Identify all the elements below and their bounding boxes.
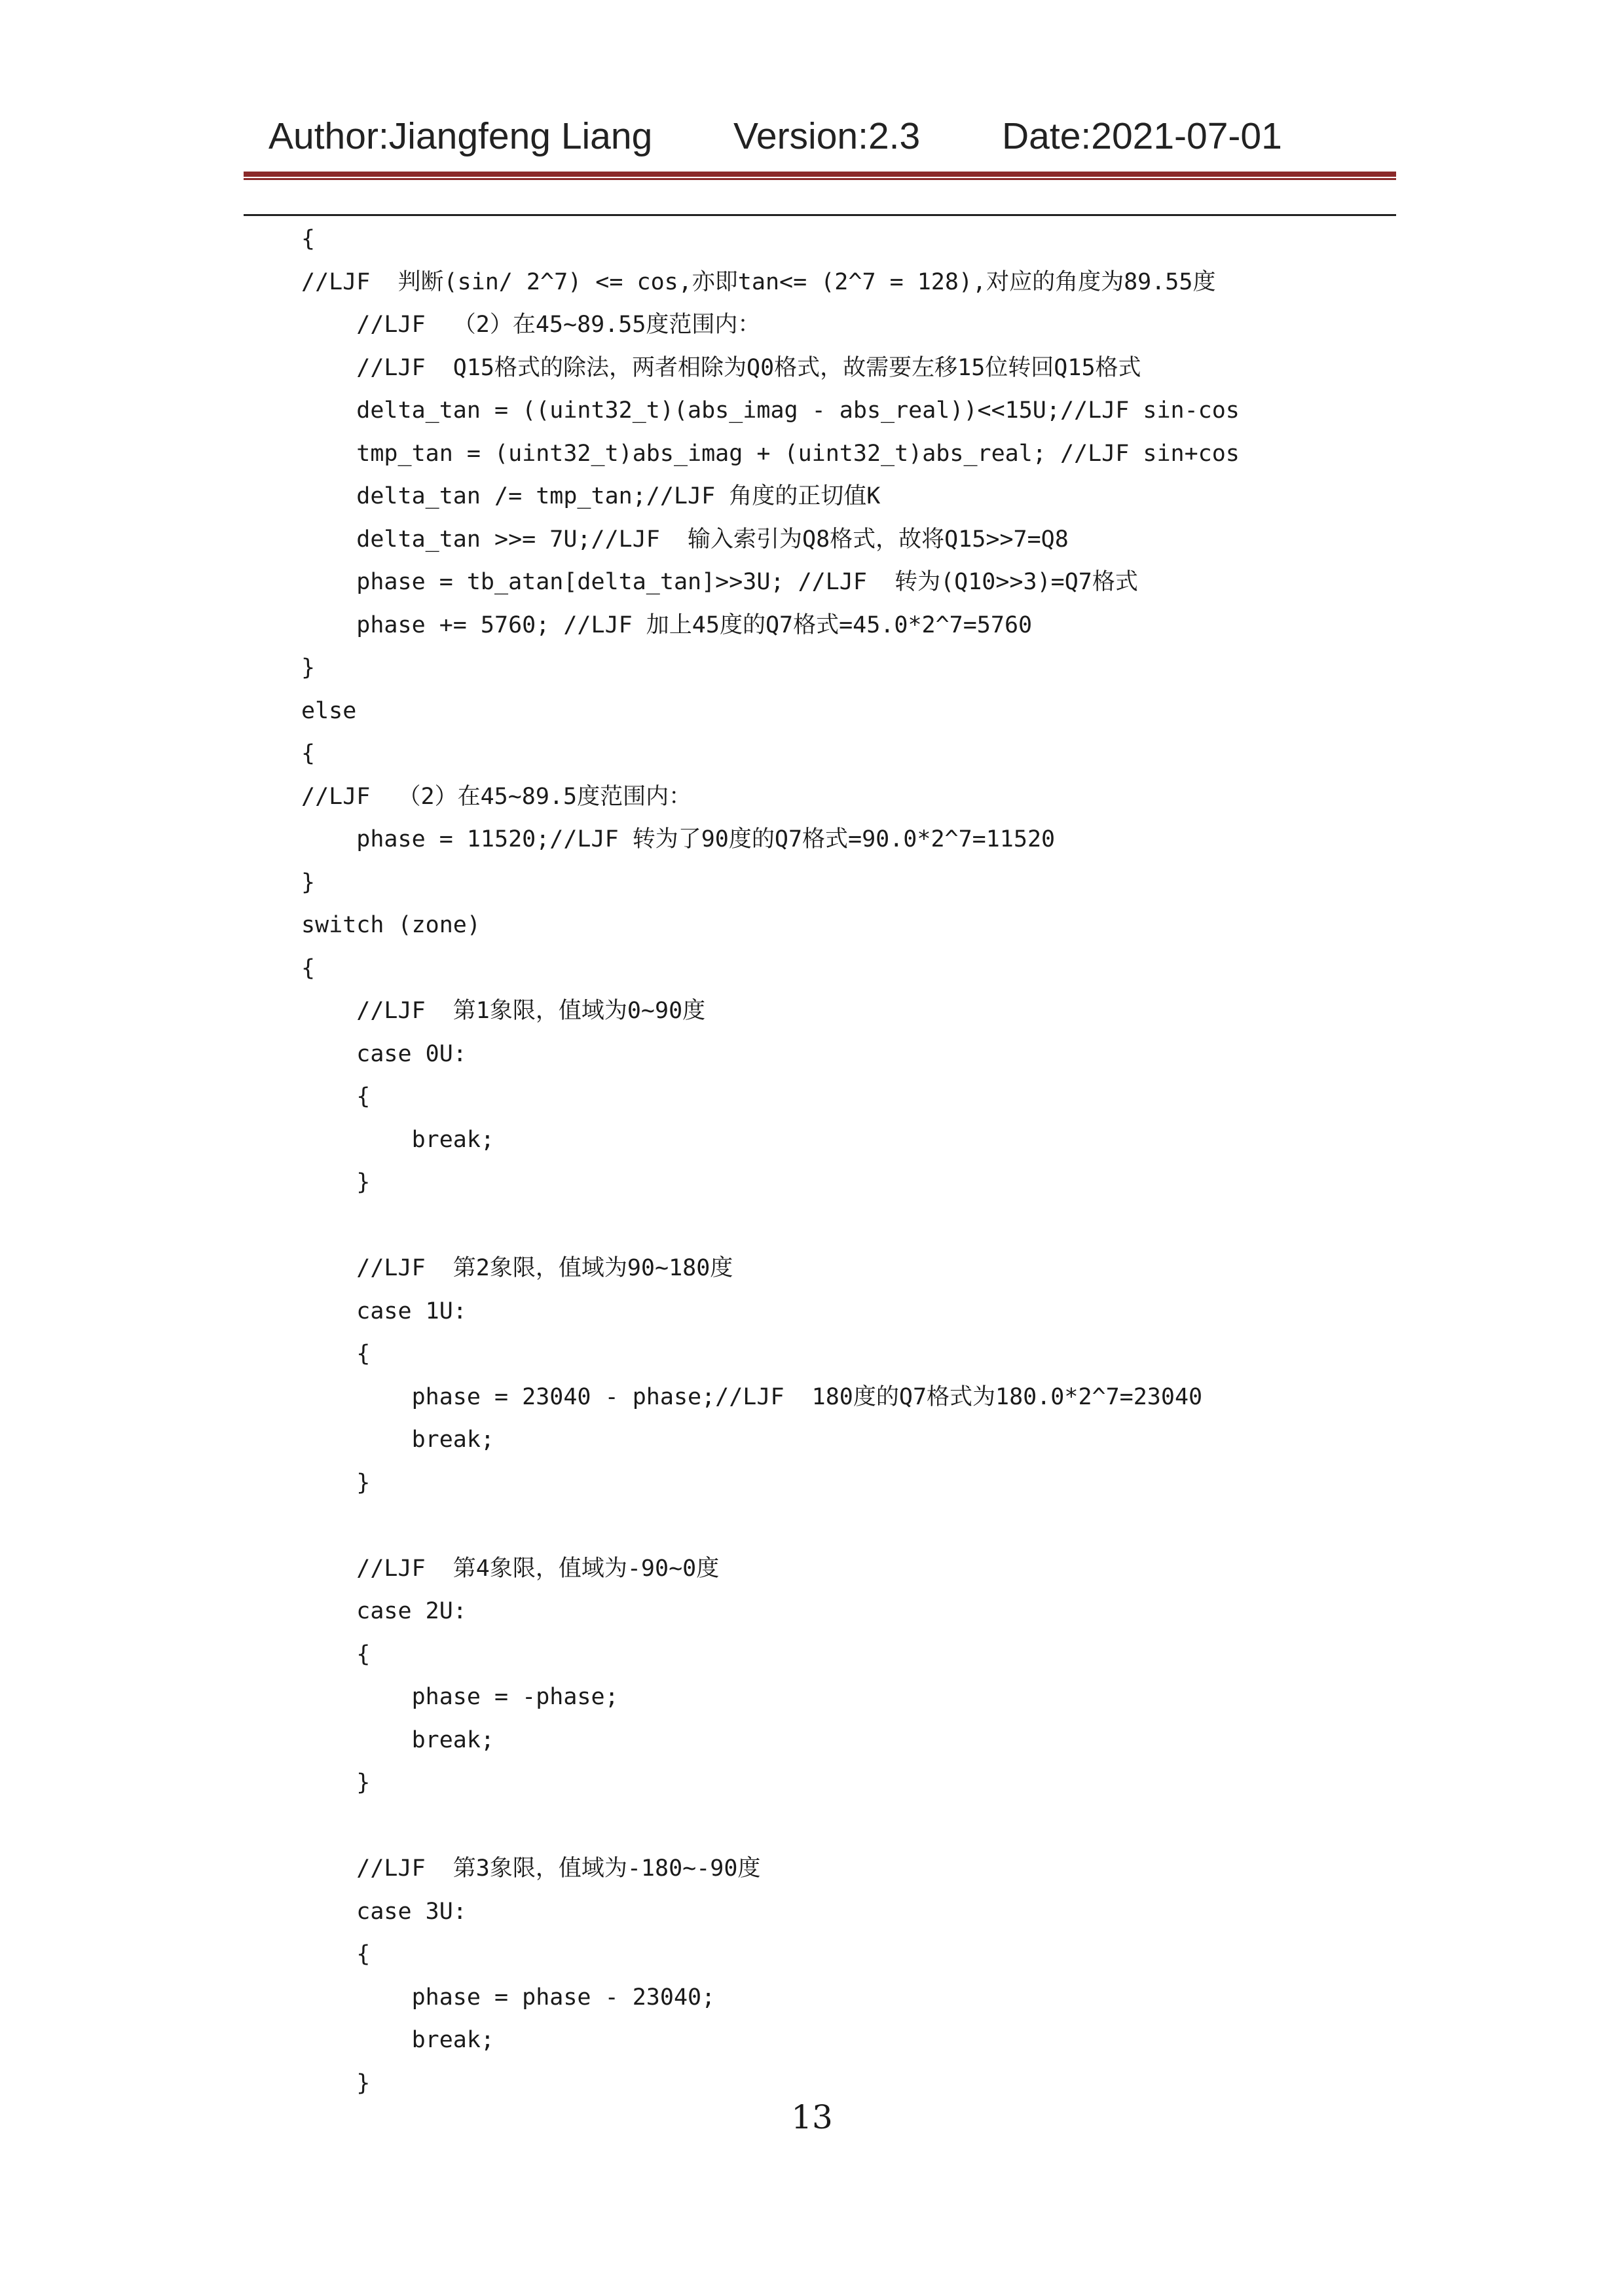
code-line: }: [301, 655, 316, 681]
code-line: break;: [301, 1726, 495, 1753]
code-line: tmp_tan = (uint32_t)abs_imag + (uint32_t)abs_real; //LJF sin+cos: [301, 440, 1240, 467]
code-line: break;: [301, 2027, 495, 2053]
code-line: phase = phase - 23040;: [301, 1984, 716, 2011]
code-line: switch (zone): [301, 912, 481, 938]
page-number: 13: [791, 2098, 833, 2136]
code-line: phase = -phase;: [301, 1684, 619, 1710]
code-line: delta_tan /= tmp_tan;//LJF 角度的正切值K: [301, 483, 881, 509]
code-line: break;: [301, 1126, 495, 1153]
code-line: delta_tan = ((uint32_t)(abs_imag - abs_real))<<15U;//LJF sin-cos: [301, 397, 1240, 424]
code-line: //LJF 判断(sin/ 2^7) <= cos,亦即tan<= (2^7 = 128),对应的角度为89.55度: [301, 268, 1216, 295]
code-line: phase += 5760; //LJF 加上45度的Q7格式=45.0*2^7=5760: [301, 611, 1033, 638]
code-line: }: [301, 1169, 371, 1195]
code-line: case 3U:: [301, 1898, 467, 1925]
code-line: phase = 11520;//LJF 转为了90度的Q7格式=90.0*2^7=11520: [301, 826, 1056, 852]
code-line: //LJF 第4象限，值域为-90~0度: [301, 1555, 720, 1582]
code-line: //LJF （2）在45~89.55度范围内：: [301, 312, 761, 338]
code-block: [301, 218, 1401, 2105]
code-line: case 0U:: [301, 1040, 467, 1067]
code-line: //LJF 第2象限，值域为90~180度: [301, 1255, 733, 1281]
code-line: else: [301, 697, 357, 724]
code-line: {: [301, 955, 316, 981]
header-separator: [244, 214, 1396, 216]
header-author: Author:Jiangfeng Liang: [268, 115, 653, 157]
code-line: //LJF 第3象限，值域为-180~-90度: [301, 1855, 761, 1882]
code-line: [301, 1805, 1401, 1848]
header-rule-thick: [244, 172, 1396, 177]
code-line: [301, 1504, 1401, 1548]
code-line: {: [301, 740, 316, 767]
header-rule-thin: [244, 178, 1396, 180]
code-line: phase = tb_atan[delta_tan]>>3U; //LJF 转为(Q10>>3)=Q7格式: [301, 569, 1138, 595]
page-header: [268, 115, 1395, 173]
code-line: //LJF （2）在45~89.5度范围内：: [301, 783, 692, 810]
code-line: }: [301, 869, 316, 896]
header-version: Version:2.3: [733, 115, 921, 157]
code-line: {: [301, 1341, 371, 1367]
code-line: {: [301, 1941, 371, 1967]
code-line: {: [301, 1641, 371, 1667]
code-line: //LJF 第1象限，值域为0~90度: [301, 998, 706, 1024]
code-line: case 1U:: [301, 1298, 467, 1324]
code-line: delta_tan >>= 7U;//LJF 输入索引为Q8格式，故将Q15>>7=Q8: [301, 526, 1069, 553]
code-line: {: [301, 1084, 371, 1110]
header-date: Date:2021-07-01: [1002, 115, 1282, 157]
code-line: case 2U:: [301, 1598, 467, 1624]
code-line: break;: [301, 1427, 495, 1453]
code-line: phase = 23040 - phase;//LJF 180度的Q7格式为180.0*2^7=23040: [301, 1383, 1203, 1410]
code-line: }: [301, 1469, 371, 1496]
code-line: //LJF Q15格式的除法，两者相除为Q0格式，故需要左移15位转回Q15格式: [301, 354, 1141, 381]
code-line: }: [301, 2069, 371, 2096]
code-line: {: [301, 226, 316, 252]
code-line: }: [301, 1770, 371, 1796]
code-line: [301, 1205, 1401, 1248]
